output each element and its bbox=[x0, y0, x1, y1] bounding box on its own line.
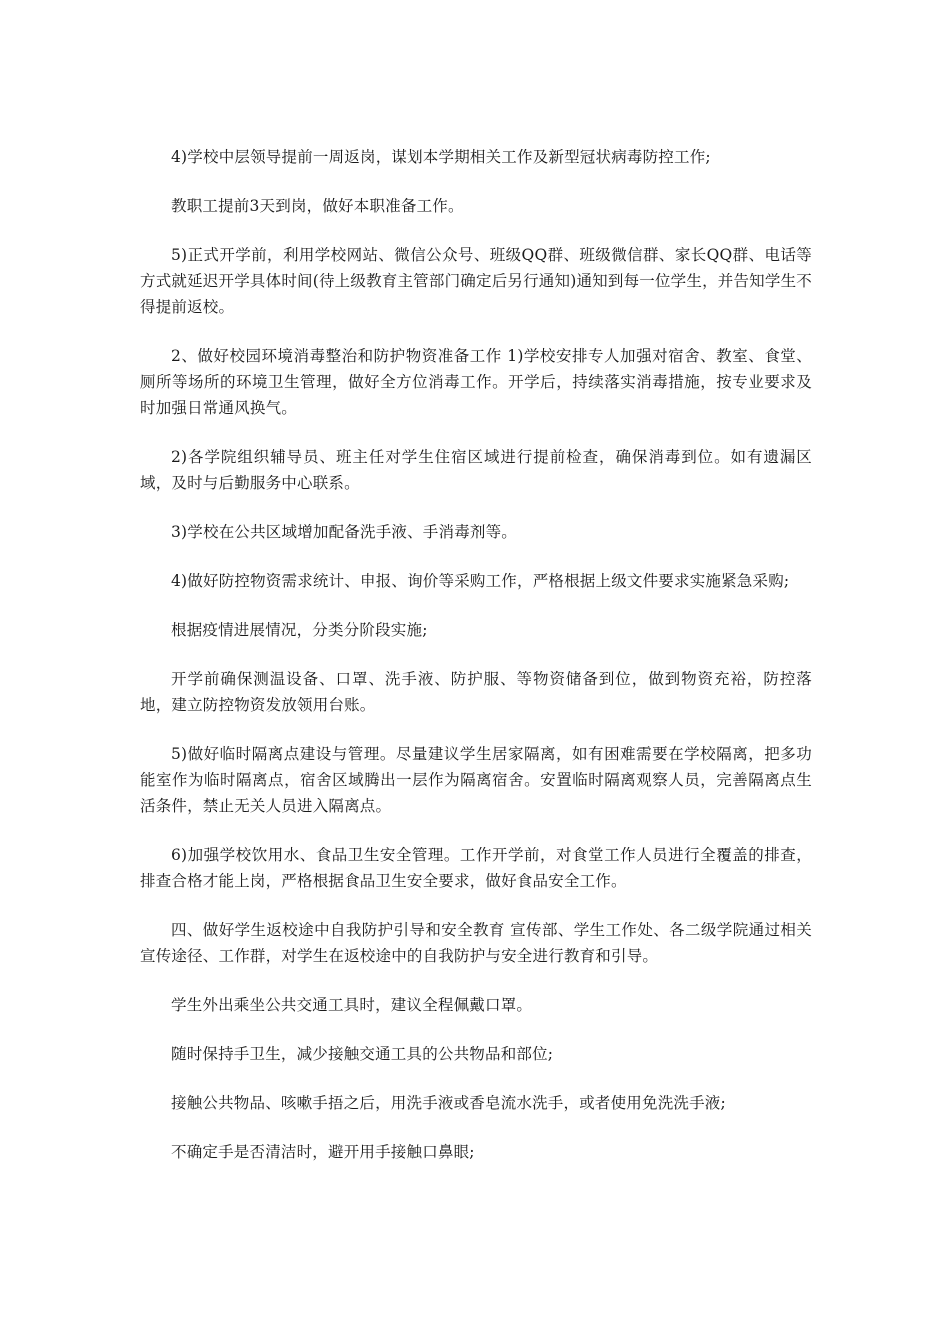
paragraph-4: 2、做好校园环境消毒整治和防护物资准备工作 1)学校安排专人加强对宿舍、教室、食堂、厕所等场所的环境卫生管理，做好全方位消毒工作。开学后，持续落实消毒措施，按专业要求及时加强日常通风换气。 bbox=[140, 347, 812, 417]
paragraph-13: 学生外出乘坐公共交通工具时，建议全程佩戴口罩。 bbox=[171, 996, 533, 1014]
paragraph-14: 随时保持手卫生，减少接触交通工具的公共物品和部位; bbox=[171, 1045, 554, 1063]
paragraph-7: 4)做好防控物资需求统计、申报、询价等采购工作，严格根据上级文件要求实施紧急采购; bbox=[171, 572, 790, 590]
paragraph-2: 教职工提前3天到岗，做好本职准备工作。 bbox=[171, 197, 464, 215]
document-body bbox=[140, 144, 812, 1188]
paragraph-3: 5)正式开学前，利用学校网站、微信公众号、班级QQ群、班级微信群、家长QQ群、电话等方式就延迟开学具体时间(待上级教育主管部门确定后另行通知)通知到每一位学生，并告知学生不得提前返校。 bbox=[140, 246, 812, 316]
paragraph-11: 6)加强学校饮用水、食品卫生安全管理。工作开学前，对食堂工作人员进行全覆盖的排查，排查合格才能上岗，严格根据食品卫生安全要求，做好食品安全工作。 bbox=[140, 846, 812, 890]
paragraph-8: 根据疫情进展情况，分类分阶段实施; bbox=[171, 621, 428, 639]
paragraph-6: 3)学校在公共区域增加配备洗手液、手消毒剂等。 bbox=[171, 523, 518, 541]
paragraph-10: 5)做好临时隔离点建设与管理。尽量建议学生居家隔离，如有困难需要在学校隔离，把多功能室作为临时隔离点，宿舍区域腾出一层作为隔离宿舍。安置临时隔离观察人员，完善隔离点生活条件，禁止无关人员进入隔离点。 bbox=[140, 745, 812, 815]
paragraph-15: 接触公共物品、咳嗽手捂之后，用洗手液或香皂流水洗手，或者使用免洗洗手液; bbox=[171, 1094, 726, 1112]
paragraph-16: 不确定手是否清洁时，避开用手接触口鼻眼; bbox=[171, 1143, 475, 1161]
paragraph-12: 四、做好学生返校途中自我防护引导和安全教育 宣传部、学生工作处、各二级学院通过相关宣传途径、工作群，对学生在返校途中的自我防护与安全进行教育和引导。 bbox=[140, 921, 812, 965]
paragraph-5: 2)各学院组织辅导员、班主任对学生住宿区域进行提前检查，确保消毒到位。如有遗漏区域，及时与后勤服务中心联系。 bbox=[140, 448, 812, 492]
paragraph-9: 开学前确保测温设备、口罩、洗手液、防护服、等物资储备到位，做到物资充裕，防控落地，建立防控物资发放领用台账。 bbox=[140, 670, 812, 714]
paragraph-1: 4)学校中层领导提前一周返岗，谋划本学期相关工作及新型冠状病毒防控工作; bbox=[171, 148, 711, 166]
